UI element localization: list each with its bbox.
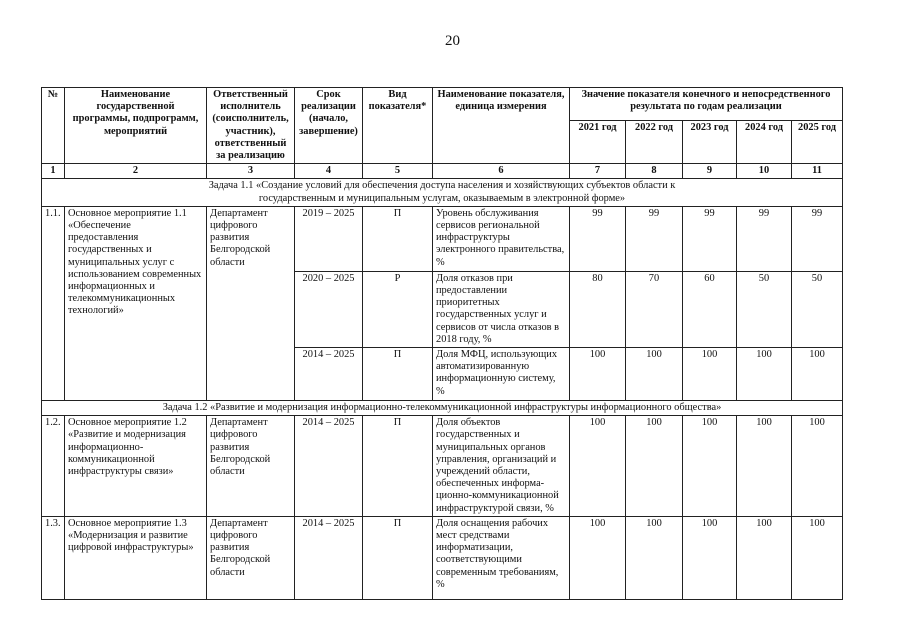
- column-number: 3: [207, 164, 295, 179]
- header-program-name: Наименование государственной программы, подпрограмм, мероприятий: [65, 88, 207, 164]
- column-number: 5: [363, 164, 433, 179]
- value-2022: 99: [626, 206, 683, 271]
- value-2021: 100: [570, 516, 626, 599]
- value-2023: 100: [683, 348, 737, 401]
- value-2025: 50: [792, 271, 843, 347]
- task-row: [42, 179, 843, 206]
- value-2021: 80: [570, 271, 626, 347]
- column-number: 10: [737, 164, 792, 179]
- header-no: №: [42, 88, 65, 164]
- table-row: [42, 516, 843, 599]
- header-year-2023: 2023 год: [683, 121, 737, 164]
- indicator-type: П: [363, 348, 433, 401]
- value-2024: 100: [737, 516, 792, 599]
- value-2024: 50: [737, 271, 792, 347]
- responsible-executor: Департамент цифрового развития Белгородской области: [207, 516, 295, 599]
- task-1-2-title: Задача 1.2 «Развитие и модернизация информационно-телекоммуникационной инфраструктуры информационного общества»: [42, 401, 843, 416]
- header-indicator-type: Вид показателя*: [363, 88, 433, 164]
- table-header-row: [42, 88, 843, 121]
- value-2022: 100: [626, 348, 683, 401]
- header-year-2021: 2021 год: [570, 121, 626, 164]
- column-number: 4: [295, 164, 363, 179]
- implementation-term: 2019 – 2025: [295, 206, 363, 271]
- value-2021: 100: [570, 416, 626, 517]
- table-row: [42, 416, 843, 517]
- column-number: 11: [792, 164, 843, 179]
- column-number: 9: [683, 164, 737, 179]
- value-2025: 99: [792, 206, 843, 271]
- header-year-2025: 2025 год: [792, 121, 843, 164]
- row-number: 1.3.: [42, 516, 65, 599]
- header-term: Срок реализации (начало, завершение): [295, 88, 363, 164]
- task-1-1-title: Задача 1.1 «Создание условий для обеспечения доступа населения и хозяйствующих субъектов области к государственным и муниципальным услугам, оказываемым в электронной форме»: [42, 179, 843, 206]
- implementation-term: 2014 – 2025: [295, 348, 363, 401]
- value-2025: 100: [792, 416, 843, 517]
- indicator-type: П: [363, 416, 433, 517]
- indicator-type: П: [363, 516, 433, 599]
- column-numbers-row: [42, 164, 843, 179]
- responsible-executor: Департамент цифрового развития Белгородской области: [207, 206, 295, 400]
- column-number: 1: [42, 164, 65, 179]
- row-number: 1.1.: [42, 206, 65, 400]
- indicator-name: Доля оснащения рабочих мест средствами информатизации, соответствующими современным требованиям, %: [433, 516, 570, 599]
- indicator-name: Доля отказов при предоставлении приоритетных государственных услуг и сервисов от числа отказов в 2018 году, %: [433, 271, 570, 347]
- value-2025: 100: [792, 516, 843, 599]
- page-number: 20: [445, 33, 460, 49]
- column-number: 6: [433, 164, 570, 179]
- value-2022: 100: [626, 516, 683, 599]
- value-2025: 100: [792, 348, 843, 401]
- value-2022: 70: [626, 271, 683, 347]
- column-number: 8: [626, 164, 683, 179]
- header-values-group: Значение показателя конечного и непосредственного результата по годам реализации: [570, 88, 843, 121]
- value-2024: 100: [737, 348, 792, 401]
- program-table: [41, 87, 843, 600]
- value-2021: 100: [570, 348, 626, 401]
- implementation-term: 2020 – 2025: [295, 271, 363, 347]
- header-year-2024: 2024 год: [737, 121, 792, 164]
- value-2021: 99: [570, 206, 626, 271]
- row-number: 1.2.: [42, 416, 65, 517]
- value-2023: 99: [683, 206, 737, 271]
- column-number: 2: [65, 164, 207, 179]
- column-number: 7: [570, 164, 626, 179]
- indicator-type: Р: [363, 271, 433, 347]
- implementation-term: 2014 – 2025: [295, 516, 363, 599]
- value-2023: 100: [683, 516, 737, 599]
- table-row: [42, 206, 843, 271]
- indicator-name: Доля МФЦ, использующих автоматизированную информационную систему, %: [433, 348, 570, 401]
- value-2023: 100: [683, 416, 737, 517]
- value-2024: 99: [737, 206, 792, 271]
- indicator-name: Уровень обслуживания сервисов региональной инфраструктуры электронного правительства, %: [433, 206, 570, 271]
- measure-name: Основное мероприятие 1.2 «Развитие и модернизация информационно-коммуникационной инфраструктуры связи»: [65, 416, 207, 517]
- measure-name: Основное мероприятие 1.1 «Обеспечение предоставления государственных и муниципальных услуг с использованием современных информационных и телекоммуникационных технологий»: [65, 206, 207, 400]
- header-responsible: Ответственный исполнитель (соисполнитель, участник), ответственный за реализацию: [207, 88, 295, 164]
- responsible-executor: Департамент цифрового развития Белгородской области: [207, 416, 295, 517]
- indicator-name: Доля объектов государственных и муниципальных органов управления, организаций и учреждений области, обеспеченных информа-ционно-коммуникационной инфраструктурой связи, %: [433, 416, 570, 517]
- value-2022: 100: [626, 416, 683, 517]
- measure-name: Основное мероприятие 1.3 «Модернизация и развитие цифровой инфраструктуры»: [65, 516, 207, 599]
- value-2024: 100: [737, 416, 792, 517]
- implementation-term: 2014 – 2025: [295, 416, 363, 517]
- task-row: [42, 401, 843, 416]
- indicator-type: П: [363, 206, 433, 271]
- value-2023: 60: [683, 271, 737, 347]
- header-indicator-name: Наименование показателя, единица измерения: [433, 88, 570, 164]
- header-year-2022: 2022 год: [626, 121, 683, 164]
